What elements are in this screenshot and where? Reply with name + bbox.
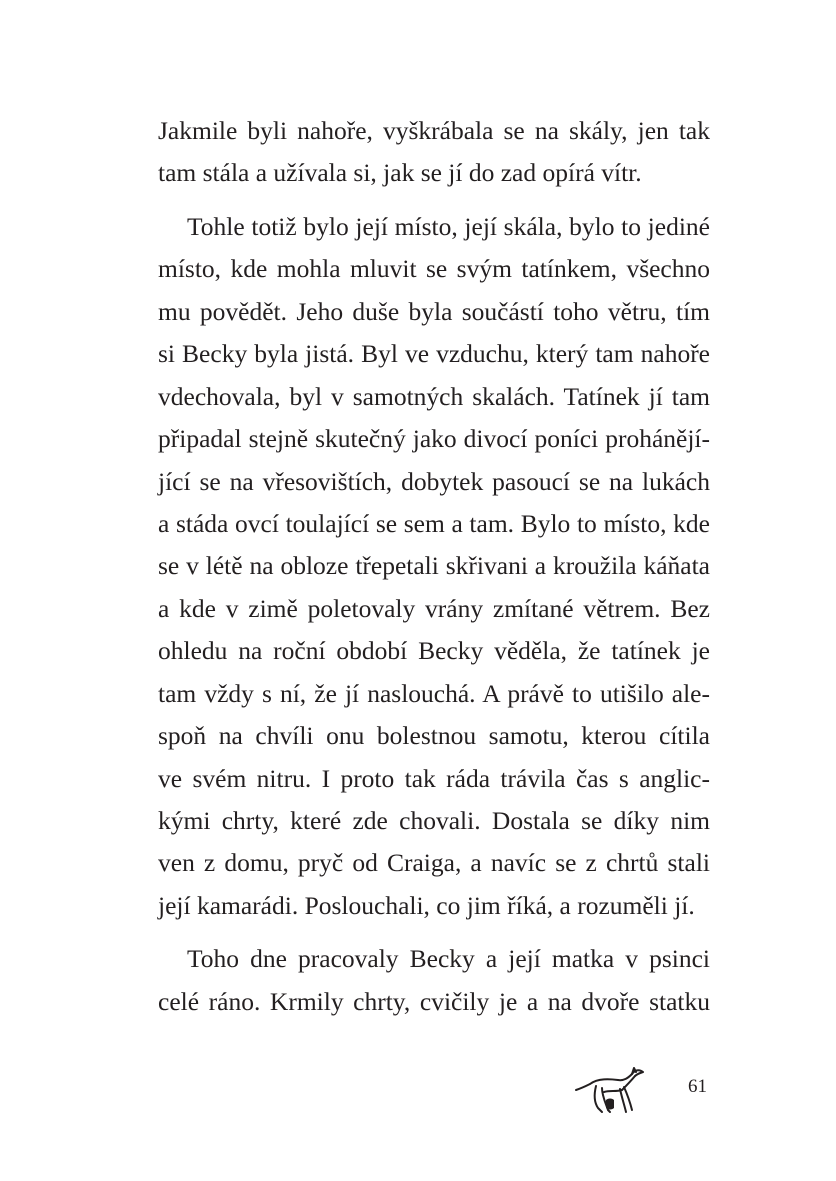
page-number: 61 — [688, 1076, 707, 1097]
text-line: a stáda ovcí toulající se sem a tam. Bylo to místo, kde — [158, 508, 710, 538]
text-line: a kde v zimě poletovaly vrány zmítané větrem. Bez — [158, 593, 710, 623]
text-line: kými chrty, které zde chovali. Dostala se díky nim — [158, 806, 710, 835]
text-line: tam stála a užívala si, jak se jí do zad opírá vítr. — [158, 158, 642, 188]
text-line: spoň na chvíli onu bolestnou samotu, kterou cítila — [158, 721, 710, 751]
greyhound-dog-icon — [572, 1062, 646, 1118]
text-line: ohledu na roční období Becky věděla, že tatínek je — [158, 636, 710, 666]
text-line: ve svém nitru. I proto tak ráda trávila čas s anglic- — [158, 763, 710, 793]
text-line: ven z domu, pryč od Craiga, a navíc se z chrtů stali — [158, 848, 710, 878]
text-line: se v létě na obloze třepetali skřivani a kroužila káňata — [158, 551, 710, 581]
text-line: vdechovala, byl v samotných skalách. Tatínek jí tam — [158, 381, 710, 411]
text-line: připadal stejně skutečný jako divocí poníci prohánějí- — [158, 424, 710, 454]
text-line: Tohle totiž bylo její místo, její skála, bylo to jediné — [187, 211, 710, 241]
text-line: tam vždy s ní, že jí naslouchá. A právě to utišilo ale- — [158, 678, 710, 708]
text-line: Jakmile byli nahoře, vyškrábala se na skály, jen tak — [158, 116, 710, 145]
text-line: Toho dne pracovaly Becky a její matka v psinci — [187, 944, 710, 974]
text-line: mu povědět. Jeho duše byla součástí toho větru, tím — [158, 296, 710, 326]
text-line: jící se na vřesovištích, dobytek pasoucí se na lukách — [158, 466, 710, 496]
text-line: místo, kde mohla mluvit se svým tatínkem, všechno — [158, 254, 710, 284]
paragraph — [158, 110, 710, 195]
text-line: si Becky byla jistá. Byl ve vzduchu, který tam nahoře — [158, 339, 710, 369]
text-line: celé ráno. Krmily chrty, cvičily je a na dvoře statku — [158, 986, 710, 1016]
paragraph — [158, 206, 710, 927]
text-line: její kamarádi. Poslouchali, co jim říká, a rozuměli jí. — [158, 890, 695, 920]
body-text — [158, 110, 710, 1023]
paragraph — [158, 938, 710, 1023]
